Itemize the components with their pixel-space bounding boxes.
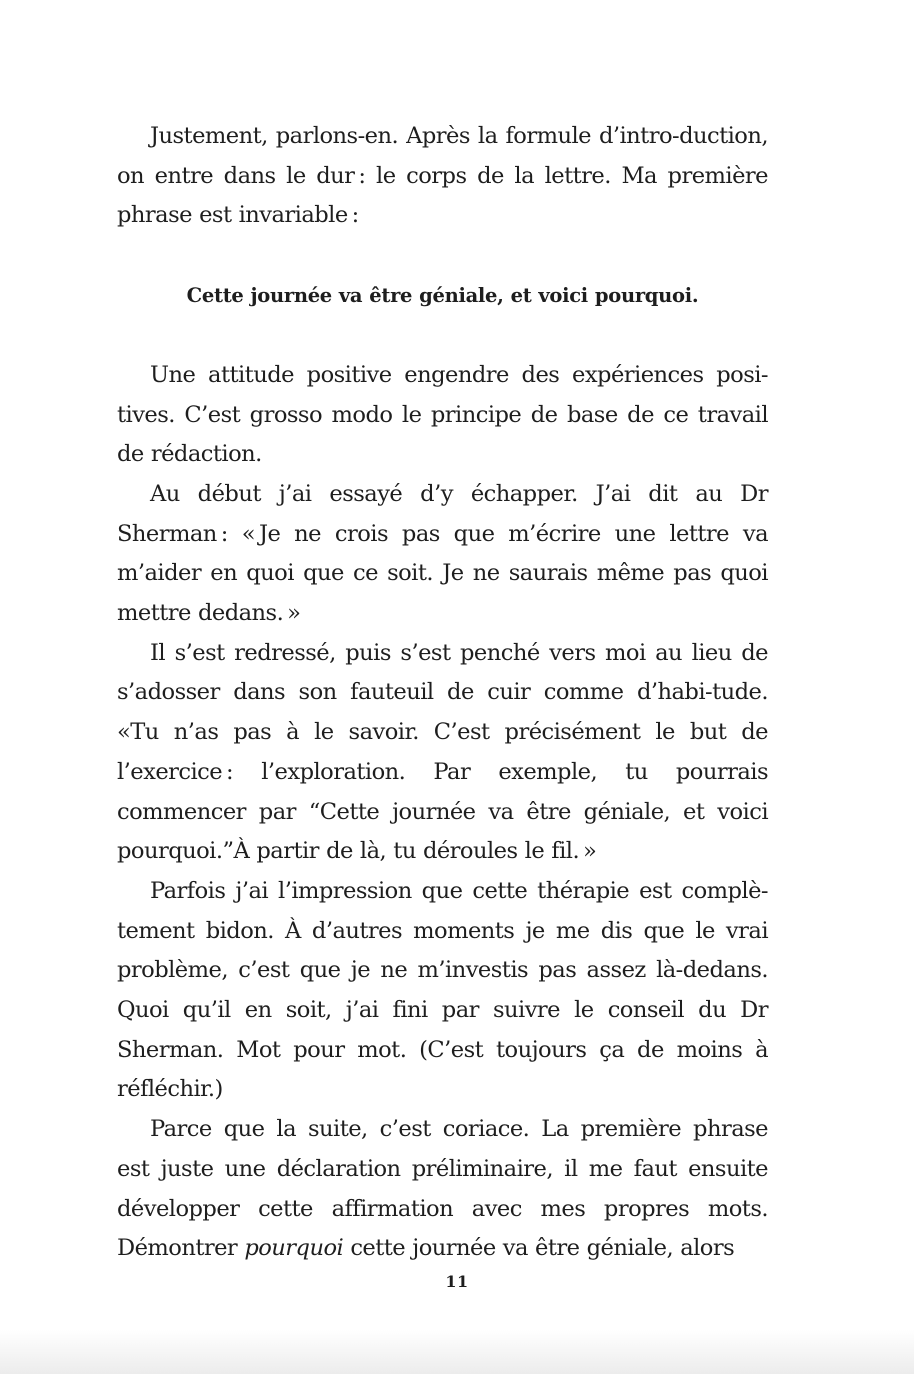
paragraph-hard-part — [117, 1110, 768, 1269]
paragraph-intro: Justement, parlons-en. Après la formule d’intro-duction, on entre dans le dur : le corps de la lettre. Ma première phrase est invariable : — [117, 123, 768, 229]
paragraph-hard-part-end: cette journée va être géniale, alors — [343, 1235, 735, 1262]
paragraph-dr-sherman-reply: Il s’est redressé, puis s’est penché vers moi au lieu de s’adosser dans son fauteuil de cuir comme d’habi-tude. «Tu n’as pas à le savoir. C’est précisément le but de l’exercice : l’exploration. Par exemple, tu pourrais commencer par “Cette journée va être géniale, et voici pourquoi.”À partir de là, tu déroules le fil. » — [117, 639, 768, 865]
emphasis-pourquoi: pourquoi — [244, 1235, 344, 1262]
book-page-text — [117, 117, 768, 1269]
letter-first-sentence: Cette journée va être géniale, et voici pourquoi. — [186, 284, 699, 308]
page-number: 11 — [445, 1272, 469, 1291]
paragraph-hard-part-start: Parce que la suite, c’est coriace. La première phrase est juste une déclaration préliminaire, il me faut ensuite développer cette affirmation avec mes propres mots. Démontrer — [117, 1116, 768, 1262]
paragraph-escape-attempt: Au début j’ai essayé d’y échapper. J’ai dit au Dr Sherman : « Je ne crois pas que m’écrire une lettre va m’aider en quoi que ce soit. Je ne saurais même pas quoi mettre dedans. » — [117, 480, 768, 627]
paragraph-therapy-doubts: Parfois j’ai l’impression que cette thérapie est complè-tement bidon. À d’autres moments je me dis que le vrai problème, c’est que je ne m’investis pas assez là-dedans. Quoi qu’il en soit, j’ai fini par suivre le conseil du Dr Sherman. Mot pour mot. (C’est toujours ça de moins à réfléchir.) — [117, 877, 768, 1103]
paragraph-positive-attitude: Une attitude positive engendre des expériences posi-tives. C’est grosso modo le principe de base de ce travail de rédaction. — [117, 361, 768, 468]
